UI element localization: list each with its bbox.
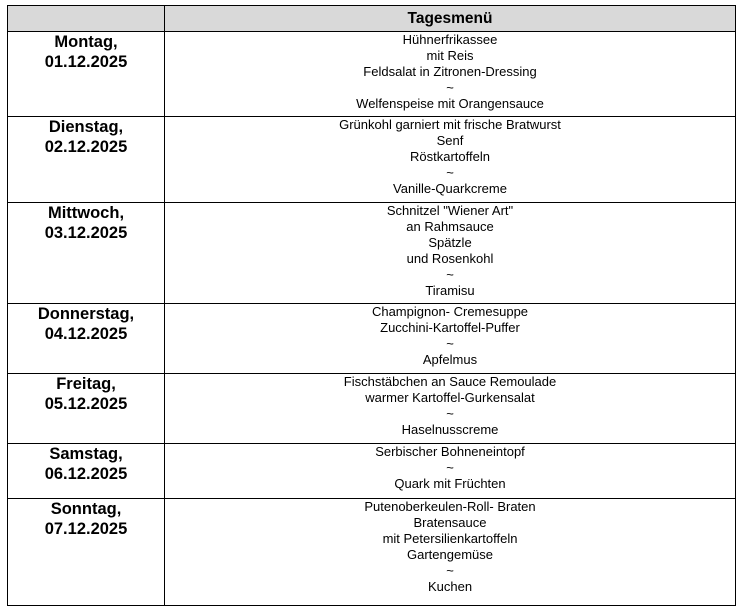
- dish-line: Gartengemüse: [407, 547, 493, 562]
- day-cell: [8, 304, 165, 374]
- date: 05.12.2025: [44, 395, 128, 413]
- dish-line: Serbischer Bohneneintopf: [375, 444, 525, 459]
- day-row: [8, 499, 736, 606]
- day-row: [8, 203, 736, 304]
- dish-line: Feldsalat in Zitronen-Dressing: [363, 64, 537, 79]
- dishes-cell: [165, 203, 736, 304]
- dish-line: Champignon- Cremesuppe: [371, 304, 529, 319]
- weekday: Sonntag,: [50, 500, 122, 518]
- dish-line: ~: [446, 406, 454, 421]
- day-row: [8, 32, 736, 117]
- dish-line: Quark mit Früchten: [394, 476, 506, 491]
- dish-line: warmer Kartoffel-Gurkensalat: [365, 390, 535, 405]
- day-cell: [8, 117, 165, 203]
- day-cell: [8, 32, 165, 117]
- dish-line: Apfelmus: [422, 352, 478, 367]
- date: 01.12.2025: [44, 53, 128, 71]
- menu-body: [8, 32, 736, 606]
- header-row: [8, 6, 736, 32]
- day-cell: [8, 444, 165, 499]
- dish-line: Tiramisu: [425, 283, 475, 298]
- dish-line: ~: [446, 267, 454, 282]
- dish-line: an Rahmsauce: [406, 219, 494, 234]
- day-row: [8, 304, 736, 374]
- dish-line: und Rosenkohl: [406, 251, 494, 266]
- dish-line: Röstkartoffeln: [410, 149, 490, 164]
- dish-line: Grünkohl garniert mit frische Bratwurst: [339, 117, 561, 132]
- weekday: Montag,: [54, 33, 118, 51]
- date: 03.12.2025: [44, 224, 128, 242]
- dishes-cell: [165, 32, 736, 117]
- dish-line: Welfenspeise mit Orangensauce: [356, 96, 544, 111]
- date: 02.12.2025: [44, 138, 128, 156]
- date: 06.12.2025: [44, 465, 128, 483]
- dish-line: Spätzle: [428, 235, 472, 250]
- weekday: Donnerstag,: [37, 305, 135, 323]
- dish-line: Vanille-Quarkcreme: [393, 181, 507, 196]
- menu-title: Tagesmenü: [165, 6, 736, 32]
- weekday: Mittwoch,: [47, 204, 125, 222]
- dish-line: ~: [446, 460, 454, 475]
- dishes-cell: [165, 374, 736, 444]
- day-cell: [8, 499, 165, 606]
- dish-line: Bratensauce: [413, 515, 487, 530]
- dish-line: ~: [446, 80, 454, 95]
- menu-table: [7, 5, 736, 606]
- dish-line: Hühnerfrikassee: [402, 32, 498, 47]
- weekday: Dienstag,: [48, 118, 124, 136]
- dish-line: mit Petersilienkartoffeln: [382, 531, 518, 546]
- dish-line: ~: [446, 165, 454, 180]
- dish-line: ~: [446, 336, 454, 351]
- dishes-cell: [165, 499, 736, 606]
- dish-line: Haselnusscreme: [401, 422, 499, 437]
- date: 04.12.2025: [44, 325, 128, 343]
- dish-line: mit Reis: [426, 48, 474, 63]
- dish-line: Putenoberkeulen-Roll- Braten: [364, 499, 536, 514]
- dishes-cell: [165, 117, 736, 203]
- dish-line: Fischstäbchen an Sauce Remoulade: [343, 374, 557, 389]
- day-row: [8, 117, 736, 203]
- dish-line: Senf: [436, 133, 464, 148]
- header-empty-cell: [8, 6, 165, 32]
- dish-line: Schnitzel "Wiener Art": [386, 203, 514, 218]
- day-cell: [8, 374, 165, 444]
- dishes-cell: [165, 304, 736, 374]
- day-cell: [8, 203, 165, 304]
- dishes-cell: [165, 444, 736, 499]
- weekday: Samstag,: [49, 445, 123, 463]
- day-row: [8, 374, 736, 444]
- dish-line: ~: [446, 563, 454, 578]
- day-row: [8, 444, 736, 499]
- dish-line: Kuchen: [427, 579, 473, 594]
- dish-line: Zucchini-Kartoffel-Puffer: [380, 320, 520, 335]
- date: 07.12.2025: [44, 520, 128, 538]
- weekday: Freitag,: [56, 375, 116, 393]
